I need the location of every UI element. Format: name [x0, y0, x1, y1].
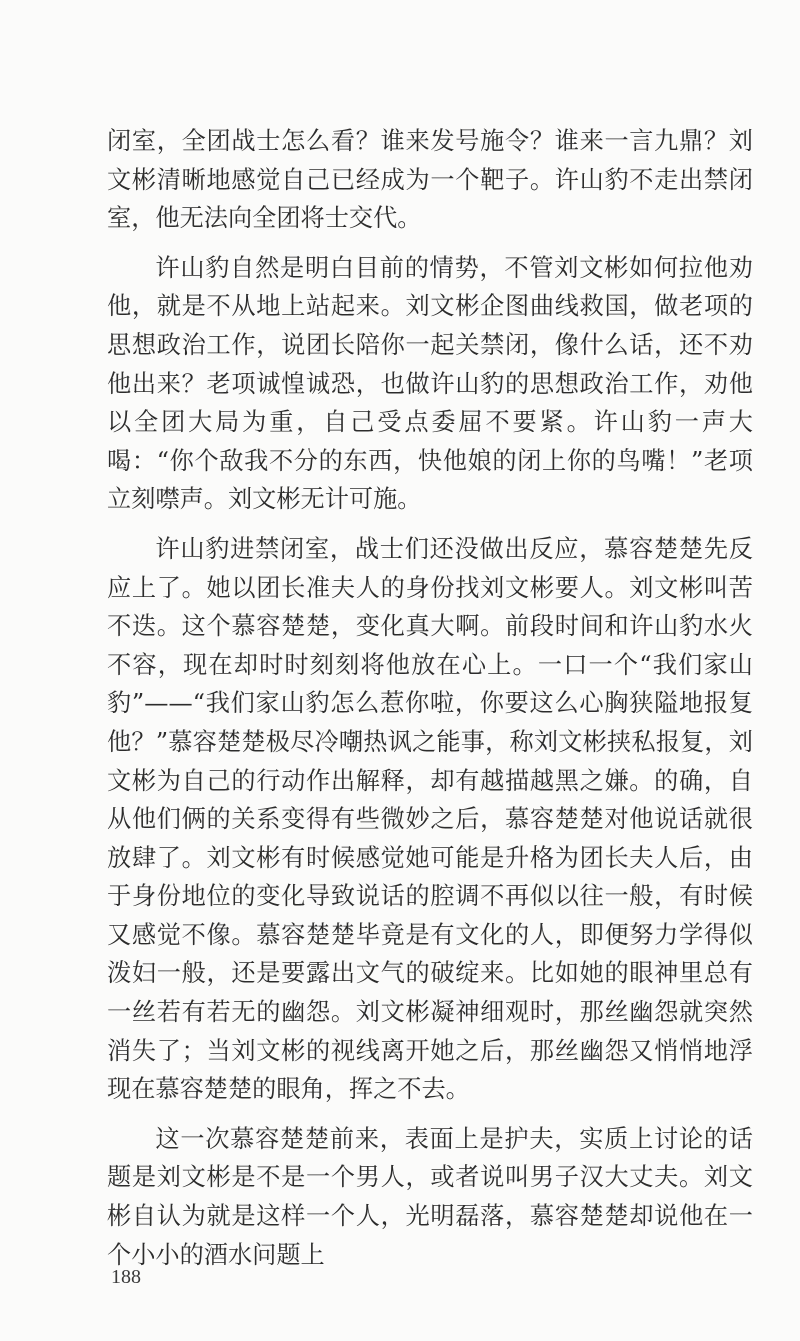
- paragraph: 许山豹进禁闭室，战士们还没做出反应，慕容楚楚先反应上了。她以团长准夫人的身份找刘文彬要人。刘文彬叫苦不迭。这个慕容楚楚，变化真大啊。前段时间和许山豹水火不容，现在却时时刻刻将他放在心上。一口一个“我们家山豹”——“我们家山豹怎么惹你啦，你要这么心胸狭隘地报复他？”慕容楚楚极尽冷嘲热讽之能事，称刘文彬挟私报复，刘文彬为自己的行动作出解释，却有越描越黑之嫌。的确，自从他们俩的关系变得有些微妙之后，慕容楚楚对他说话就很放肆了。刘文彬有时候感觉她可能是升格为团长夫人后，由于身份地位的变化导致说话的腔调不再似以往一般，有时候又感觉不像。慕容楚楚毕竟是有文化的人，即便努力学得似泼妇一般，还是要露出文气的破绽来。比如她的眼神里总有一丝若有若无的幽怨。刘文彬凝神细观时，那丝幽怨就突然消失了；当刘文彬的视线离开她之后，那丝幽怨又悄悄地浮现在慕容楚楚的眼角，挥之不去。: [107, 534, 753, 1104]
- page-number: 188: [111, 1266, 141, 1288]
- body-text: [107, 122, 753, 1285]
- paragraph: 许山豹自然是明白目前的情势，不管刘文彬如何拉他劝他，就是不从地上站起来。刘文彬企图曲线救国，做老项的思想政治工作，说团长陪你一起关禁闭，像什么话，还不劝他出来？老项诚惶诚恐，也做许山豹的思想政治工作，劝他以全团大局为重，自己受点委屈不要紧。许山豹一声大喝：“你个敌我不分的东西，快他娘的闭上你的鸟嘴！”老项立刻噤声。刘文彬无计可施。: [107, 253, 753, 514]
- paragraph-continued: 闭室，全团战士怎么看？谁来发号施令？谁来一言九鼎？刘文彬清晰地感觉自己已经成为一个靶子。许山豹不走出禁闭室，他无法向全团将士交代。: [107, 127, 753, 233]
- paragraph: 这一次慕容楚楚前来，表面上是护夫，实质上讨论的话题是刘文彬是不是一个男人，或者说叫男子汉大丈夫。刘文彬自认为就是这样一个人，光明磊落，慕容楚楚却说他在一个小小的酒水问题上: [107, 1124, 753, 1269]
